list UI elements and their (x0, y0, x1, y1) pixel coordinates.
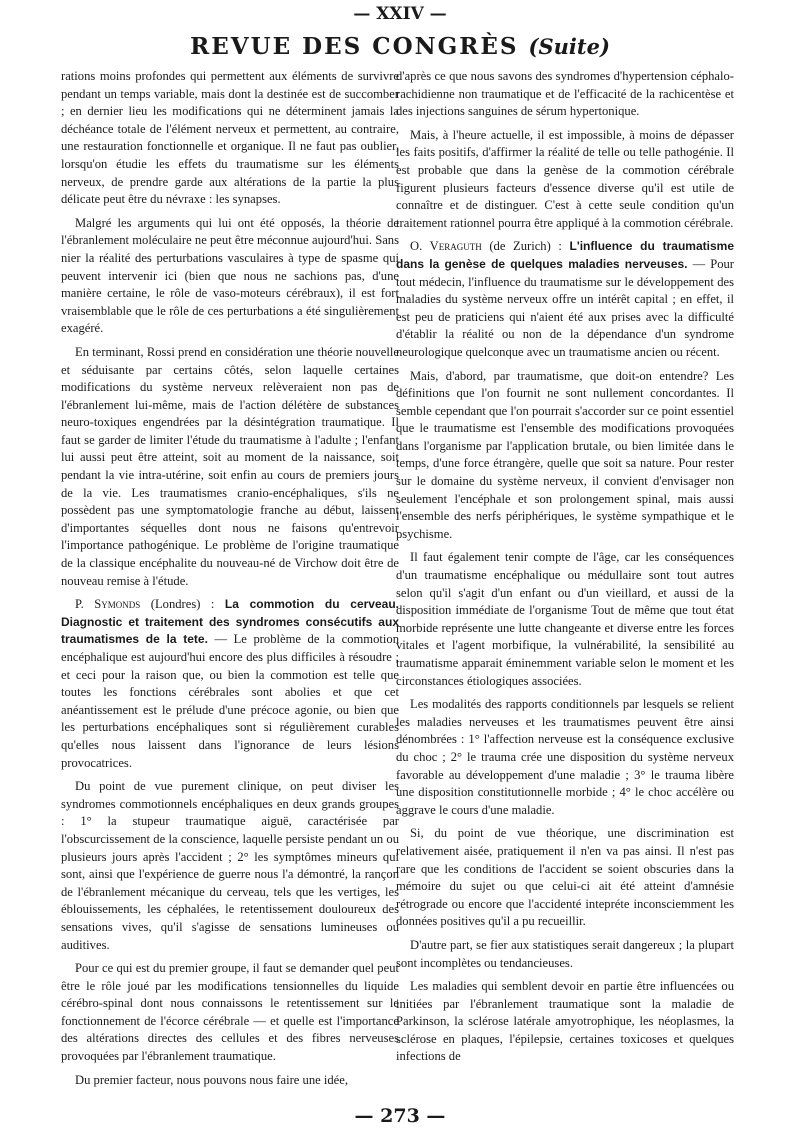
left-column (61, 68, 399, 1095)
header-suite: (Suite) (528, 34, 610, 59)
paragraph: Malgré les arguments qui lui ont été opposés, la théorie de l'ébranlement moléculaire ne peut être méconnue aujourd'hui. Sans nier la réalité des perturbations vasculaires à type de spasme qui peuvent intervenir ici (bien que nous ne sachions pas, d'une manière certaine, le rôle de vaso-moteurs cérébraux), il est fort vraisemblable que le rôle de ces perturbations a été singulièrement exagéré. (61, 215, 399, 336)
paragraph: Mais, d'abord, par traumatisme, que doit-on entendre? Les définitions que l'on fournit ne sont nullement concordantes. Il semble cependant que l'on pourrait s'accorder sur ce point essentiel que le traumatisme est l'ensemble des modifications provoquées dans l'organisme par l'application brutale, ou bien limitée dans le temps, d'une force étrangère, quelle que soit sa nature. Pour rester sur le domaine du système nerveux, il convient d'envisager non seulement l'encéphale et son prolongement spinal, mais aussi l'ensemble des nerfs périphériques, le système sympathique et le psychisme. (396, 368, 734, 541)
right-column (396, 68, 734, 1072)
paragraph-text: — Le problème de la commotion encéphalique est aujourd'hui encore des plus difficiles à résoudre ; et ceci pour la raison que, ou bien la commotion est telle que toutes les fonctions cérébrales sont abolies et que cet anéantissement est le prélude d'une précoce agonie, ou bien que les perturbations encéphaliques sont si régulièrement curables qu'elles nous laissent dans l'ignorance de leurs lésions provocatrices. (61, 632, 399, 770)
paragraph: Pour ce qui est du premier groupe, il faut se demander quel peut être le rôle joué par les modifications tensionnelles du liquide cérébro-spinal dont nous connaissons le retentissement sur le fonctionnement de l'écorce cérébrale — et quelle est l'importance des altérations directes des cellules et des fibres nerveuses provoquées par l'ébranlement traumatique. (61, 961, 399, 1064)
paragraph-veraguth (396, 238, 734, 361)
paragraph: Il faut également tenir compte de l'âge, car les conséquences d'un traumatisme encéphalique ou médullaire sont tout autres selon qu'il s'agit d'un enfant ou d'un vieillard, et aussi de la disposition immédiate de l'organisme Tout de même que tout état morbide représente une lutte changeante et diverse entre les forces vitales et l'agent morbifique, la vulnérabilité, la sensibilité au traumatisme apparait éminemment variable selon le moment et les circonstances étiologiques associées. (396, 550, 734, 688)
paragraph: Si, du point de vue théorique, une discrimination est relativement aisée, pratiquement il n'en va pas ainsi. Il n'est pas rare que les conditions de l'accident se soient obscuries dans la mémoire du sujet ou que celui-ci ait été atteint d'amnésie rétrograde ou encore que l'accidenté intepréte inconsciemment les données positives qu'il a pu recueillir. (396, 826, 734, 929)
paragraph: Du point de vue purement clinique, on peut diviser les syndromes commotionnels encéphaliques en deux grands groupes : 1° la stupeur traumatique aiguë, caractérisée par l'obscurcissement de la conscience, laquelle persiste pendant un ou plusieurs jours après l'accident ; 2° les symptômes mineurs qui sont, ainsi que l'expérience de guerre nous l'a démontré, la rançon de l'ébranlement mécanique du cerveau, tels que les vertiges, les éblouissements, les céphalées, le retentissement douloureux des sensations vives, qu'il s'agisse de sensations lumineuses ou auditives. (61, 779, 399, 952)
paragraph: D'autre part, se fier aux statistiques serait dangereux ; la plupart sont incomplètes ou tendancieuses. (396, 937, 734, 970)
paragraph: En terminant, Rossi prend en considération une théorie nouvelle et séduisante par certains côtés, selon laquelle certaines modifications du système nerveux relèveraient non pas de l'ébranlement lui-même, mais de l'action délétère de substances neuro-toxiques engendrées par la désintégration traumatique. Il faut se garder de limiter l'étude du traumatisme à l'adulte ; l'enfant lui aussi peut être atteint, soit au moment de la naissance, soit pendant la vie intra-utérine, soit enfin au cours de premiers jours de la vie. Les traumatismes cranio-encéphaliques, s'ils ne possèdent pas une symptomatologie franche au début, laissent d'importantes séquelles dont nous ne faisons qu'entrevoir l'importance pathogénique. Le problème de l'origine traumatique de la classique encéphalite du nouveau-né de Virchow doit être de nouveau remise à l'étude. (61, 344, 399, 588)
author-name: P. Symonds (75, 597, 141, 612)
author-name: O. Veraguth (410, 239, 482, 254)
article-title: L'influence du traumatisme dans la genèse de quelques maladies nerveuses. (396, 239, 734, 271)
article-title: La commotion du cerveau. Diagnostic et traitement des syndromes consécutifs aux traumatismes de la tete. (61, 597, 399, 647)
author-place: (de Zurich) : (481, 239, 570, 254)
paragraph: Mais, à l'heure actuelle, il est impossible, à moins de dépasser les faits positifs, d'affirmer la réalité de telle ou telle pathogénie. Il est probable que dans la genèse de la commotion cérébrale figurent plusieurs facteurs d'essence diverse qu'il est utile de connaître et de distinguer. C'est à cette seule condition qu'un traitement rationnel pourra être appliqué à la commotion cérébrale. (396, 127, 734, 230)
author-place: (Londres) : (140, 597, 225, 612)
paragraph: Les maladies qui semblent devoir en partie être influencées ou initiées par l'ébranlement traumatique sont la maladie de Parkinson, la sclérose latérale amyotrophique, les néoplasmes, la sclérose en plaques, l'épilepsie, certaines toxicoses et quelques infections de (396, 979, 734, 1064)
bottom-page-number: — 273 — (354, 1105, 446, 1127)
header-title: REVUE DES CONGRÈS (190, 33, 519, 60)
page-header (0, 33, 800, 60)
paragraph-symonds (61, 596, 399, 772)
paragraph: Du premier facteur, nous pouvons nous faire une idée, (75, 1072, 348, 1087)
paragraph-text: — Pour tout médecin, l'influence du traumatisme sur le développement des maladies du système nerveux offre un intérêt capital ; en effet, il est peu de praticiens qui n'aient été aux prises avec la difficulté d'établir la réalité ou non de la dépendance d'un syndrome neurologique quelconque avec un traumatisme ancien ou récent. (396, 256, 734, 359)
paragraph: d'après ce que nous savons des syndromes d'hypertension céphalo-rachidienne non traumatique et de l'efficacité de la rachicentèse et des injections sanguines de sérum hypertonique. (396, 69, 734, 119)
top-page-number: — XXIV — (353, 4, 447, 24)
paragraph: Les modalités des rapports conditionnels par lesquels se relient les maladies nerveuses et les traumatismes peuvent être ainsi dénombrées : 1° l'affection nerveuse est la conséquence exclusive du choc ; 2° le trauma crée une disposition du système nerveux favorable au développement d'une maladie ; 3° le trauma libère une disposition constitutionnelle morbide ; 4° le choc accélère ou aggrave le cours d'une maladie. (396, 697, 734, 817)
paragraph: rations moins profondes qui permettent aux éléments de survivre pendant un temps variable, mais dont la destinée est de succomber ; en dernier lieu les modifications qui ne déterminent jamais la déchéance totale de l'élément nerveux et permettent, au contraire, une restauration fonctionnelle et organique. Il ne faut pas oublier, lorsqu'on étudie les effets du traumatisme sur les éléments nerveux, de prendre garde aux altérations de la partie la plus délicate peut être du névraxe : les synapses. (61, 69, 399, 207)
